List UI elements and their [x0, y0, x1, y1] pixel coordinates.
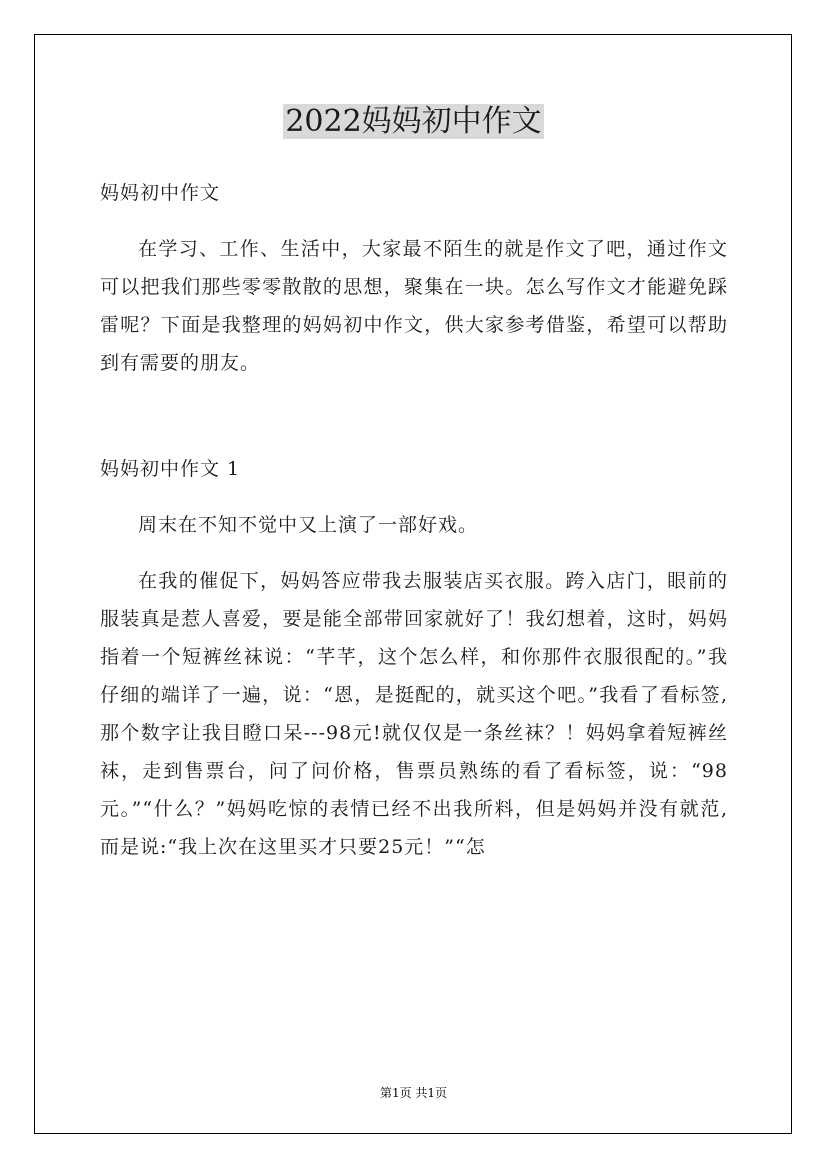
page-number: 第1页 共1页 [379, 1086, 448, 1100]
document-title [0, 100, 827, 144]
subtitle: 妈妈初中作文 [100, 182, 221, 204]
spacer [100, 544, 728, 562]
body-paragraph: 周末在不知不觉中又上演了一部好戏。 [138, 514, 479, 536]
spacer [100, 488, 728, 506]
document-title-text: 2022妈妈初中作文 [285, 104, 542, 139]
body-paragraph: 在我的催促下，妈妈答应带我去服装店买衣服。跨入店门，眼前的服装真是惹人喜爱，要是能全部带回家就好了！我幻想着，这时，妈妈指着一个短裤丝袜说：“芊芊，这个怎么样，和你那件衣服很配的。”我仔细的端详了一遍，说：“恩，是挺配的，就买这个吧。”我看了看标签,那个数字让我目瞪口呆---98元!就仅仅是一条丝袜？！妈妈拿着短裤丝袜，走到售票台，问了问价格，售票员熟练的看了看标签，说：“98元。”“什么？”妈妈吃惊的表情已经不出我所料，但是妈妈并没有就范,而是说:“我上次在这里买才只要25元！”“怎 [100, 570, 728, 858]
intro-paragraph: 在学习、工作、生活中，大家最不陌生的就是作文了吧，通过作文可以把我们那些零零散散的思想，聚集在一块。怎么写作文才能避免踩雷呢？下面是我整理的妈妈初中作文，供大家参考借鉴，希望可以帮助到有需要的朋友。 [100, 238, 728, 374]
spacer [100, 212, 728, 230]
section-heading: 妈妈初中作文 1 [100, 458, 241, 480]
spacer [100, 382, 728, 450]
page-footer [0, 1084, 827, 1101]
document-body [100, 174, 728, 866]
